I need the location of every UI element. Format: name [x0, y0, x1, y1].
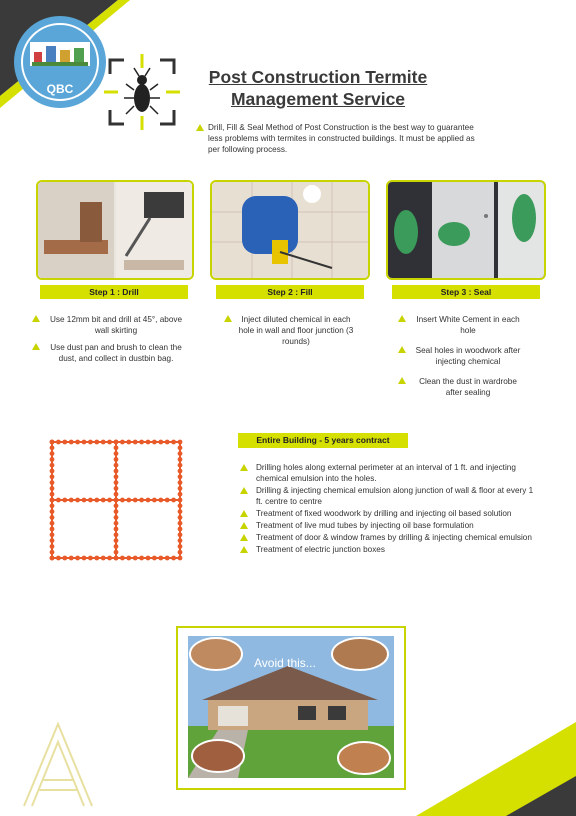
drill-point-dot	[114, 532, 119, 537]
drill-point-dot	[114, 527, 119, 532]
drill-point-dot	[120, 498, 125, 503]
drill-point-dot	[94, 498, 99, 503]
drill-point-dot	[107, 498, 112, 503]
drill-point-dot	[50, 527, 55, 532]
step-3-bullet-text: Insert White Cement in each hole	[416, 315, 520, 335]
step-1-bullet-text: Use dust pan and brush to clean the dust, and collect in dustbin bag.	[50, 343, 182, 363]
drill-point-dot	[107, 556, 112, 561]
drill-point-dot	[114, 474, 119, 479]
drill-point-dot	[165, 556, 170, 561]
drill-point-dot	[158, 440, 163, 445]
list-item	[240, 462, 540, 484]
contract-label: Entire Building - 5 years contract	[238, 433, 408, 448]
drill-point-dot	[139, 498, 144, 503]
step-3-bullet-text: Clean the dust in wardrobe after sealing	[419, 377, 517, 397]
watermark-a-icon	[18, 718, 98, 808]
step-2-bullet	[234, 314, 358, 347]
drill-point-dot	[101, 440, 106, 445]
drill-point-dot	[178, 469, 183, 474]
drill-point-dot	[114, 550, 119, 555]
triangle-bullet-icon	[240, 464, 248, 471]
triangle-bullet-icon	[224, 315, 232, 322]
drill-point-dot	[165, 440, 170, 445]
drill-point-dot	[178, 498, 183, 503]
drill-point-dot	[88, 498, 93, 503]
drill-point-dot	[82, 440, 87, 445]
intro-text: Drill, Fill & Seal Method of Post Construction is the best way to guarantee less problems with termites in constructed buildings. It must be applied as per following process.	[208, 123, 475, 154]
drill-point-dot	[114, 457, 119, 462]
drill-point-dot	[62, 498, 67, 503]
drill-point-dot	[50, 509, 55, 514]
drill-point-dot	[152, 556, 157, 561]
drill-point-dot	[165, 498, 170, 503]
drill-point-dot	[50, 451, 55, 456]
avoid-this-text: Avoid this...	[254, 656, 316, 670]
drill-point-dot	[139, 440, 144, 445]
drill-point-dot	[56, 440, 61, 445]
triangle-bullet-icon	[240, 522, 248, 529]
triangle-bullet-icon	[240, 510, 248, 517]
drill-point-dot	[114, 440, 119, 445]
drill-point-dot	[50, 486, 55, 491]
drill-point-dot	[50, 498, 55, 503]
drill-point-dot	[114, 469, 119, 474]
title-line-2: Management Service	[230, 89, 406, 109]
triangle-bullet-icon	[240, 534, 248, 541]
drill-point-dot	[139, 556, 144, 561]
drill-point-dot	[50, 538, 55, 543]
triangle-bullet-icon	[398, 377, 406, 384]
drill-point-dot	[50, 503, 55, 508]
bottom-right-corner-decoration	[396, 706, 576, 816]
step-1-bullet	[46, 314, 186, 336]
drill-point-dot	[50, 480, 55, 485]
list-item	[240, 532, 540, 543]
drill-point-dot	[50, 469, 55, 474]
drill-point-dot	[88, 440, 93, 445]
drill-point-dot	[178, 445, 183, 450]
list-item-text: Drilling holes along external perimeter at an interval of 1 ft. and injecting chemical emulsion into the holes.	[256, 463, 516, 483]
drill-point-dot	[171, 556, 176, 561]
step-3-photo	[386, 180, 546, 280]
drill-point-dot	[133, 440, 138, 445]
list-item-text: Treatment of live mud tubes by injecting oil base formulation	[256, 521, 474, 530]
step-2-photo	[210, 180, 370, 280]
drill-point-dot	[178, 474, 183, 479]
drill-point-dot	[120, 440, 125, 445]
step-3-bullet-text: Seal holes in woodwork after injecting chemical	[415, 346, 521, 366]
drill-point-dot	[50, 556, 55, 561]
step-2-label: Step 2 : Fill	[216, 285, 364, 299]
title-line-1: Post Construction Termite	[208, 67, 428, 87]
drilling-pattern-diagram	[46, 436, 186, 564]
drill-point-dot	[178, 480, 183, 485]
drill-point-dot	[69, 498, 74, 503]
drill-point-dot	[178, 503, 183, 508]
drill-point-dot	[50, 474, 55, 479]
drill-point-dot	[133, 498, 138, 503]
drill-point-dot	[56, 498, 61, 503]
house-photo	[188, 636, 394, 778]
drill-point-dot	[158, 556, 163, 561]
drill-point-dot	[94, 440, 99, 445]
drill-point-dot	[178, 486, 183, 491]
drill-point-dot	[178, 544, 183, 549]
drill-point-dot	[178, 521, 183, 526]
drill-point-dot	[126, 498, 131, 503]
logo-text: QBC	[46, 82, 74, 96]
drill-point-dot	[178, 538, 183, 543]
drill-point-dot	[50, 515, 55, 520]
drill-point-dot	[178, 556, 183, 561]
drill-point-dot	[171, 498, 176, 503]
list-item	[240, 520, 540, 531]
drill-point-dot	[158, 498, 163, 503]
drill-point-dot	[50, 445, 55, 450]
drill-point-dot	[114, 498, 119, 503]
step-1-bullet-text: Use 12mm bit and drill at 45°, above wall skirting	[49, 315, 183, 335]
drill-point-dot	[152, 498, 157, 503]
drill-point-dot	[114, 503, 119, 508]
drill-point-dot	[88, 556, 93, 561]
drill-point-dot	[50, 550, 55, 555]
contract-list	[240, 462, 540, 556]
drill-point-dot	[133, 556, 138, 561]
drill-point-dot	[126, 440, 131, 445]
step-3-bullet	[412, 376, 524, 398]
drill-point-dot	[50, 532, 55, 537]
company-logo	[10, 12, 110, 112]
drill-point-dot	[114, 451, 119, 456]
drill-point-dot	[114, 492, 119, 497]
list-item	[240, 508, 540, 519]
step-1-label: Step 1 : Drill	[40, 285, 188, 299]
drill-point-dot	[114, 538, 119, 543]
drill-point-dot	[62, 440, 67, 445]
termite-target-icon	[104, 54, 180, 130]
drill-point-dot	[126, 556, 131, 561]
drill-point-dot	[178, 532, 183, 537]
drill-point-dot	[69, 440, 74, 445]
drill-point-dot	[146, 440, 151, 445]
drill-point-dot	[50, 544, 55, 549]
drill-point-dot	[178, 515, 183, 520]
triangle-bullet-icon	[32, 315, 40, 322]
drill-point-dot	[178, 527, 183, 532]
drill-point-dot	[178, 440, 183, 445]
list-item	[240, 544, 540, 555]
drill-point-dot	[146, 556, 151, 561]
list-item	[240, 485, 540, 507]
drill-point-dot	[69, 556, 74, 561]
step-1-photo	[36, 180, 194, 280]
page-title	[188, 66, 448, 110]
drill-point-dot	[114, 463, 119, 468]
drill-point-dot	[114, 445, 119, 450]
step-1-bullet	[46, 342, 186, 364]
drill-point-dot	[50, 463, 55, 468]
drill-point-dot	[114, 509, 119, 514]
step-2-bullet-text: Inject diluted chemical in each hole in wall and floor junction (3 rounds)	[238, 315, 354, 346]
drill-point-dot	[75, 498, 80, 503]
drill-point-dot	[114, 556, 119, 561]
drill-point-dot	[114, 521, 119, 526]
list-item-text: Treatment of door & window frames by drilling & injecting chemical emulsion	[256, 533, 532, 542]
avoid-this-panel	[176, 626, 406, 790]
drill-point-dot	[82, 556, 87, 561]
drill-point-dot	[152, 440, 157, 445]
drill-point-dot	[178, 457, 183, 462]
drill-point-dot	[75, 556, 80, 561]
drill-point-dot	[178, 463, 183, 468]
step-3-bullet	[412, 345, 524, 367]
step-3-bullet	[412, 314, 524, 336]
drill-point-dot	[120, 556, 125, 561]
triangle-bullet-icon	[240, 546, 248, 553]
drill-point-dot	[114, 480, 119, 485]
triangle-bullet-icon	[240, 487, 248, 494]
list-item-text: Drilling & injecting chemical emulsion along junction of wall & floor at every 1 ft. centre to centre	[256, 486, 534, 506]
triangle-bullet-icon	[196, 124, 204, 131]
drill-point-dot	[178, 509, 183, 514]
drill-point-dot	[114, 544, 119, 549]
drill-point-dot	[101, 556, 106, 561]
step-3-label: Step 3 : Seal	[392, 285, 540, 299]
drill-point-dot	[50, 457, 55, 462]
drill-point-dot	[114, 515, 119, 520]
drill-point-dot	[82, 498, 87, 503]
list-item-text: Treatment of fixed woodwork by drilling and injecting oil based solution	[256, 509, 512, 518]
drill-point-dot	[50, 521, 55, 526]
drill-point-dot	[107, 440, 112, 445]
drill-point-dot	[50, 440, 55, 445]
drill-point-dot	[114, 486, 119, 491]
list-item-text: Treatment of electric junction boxes	[256, 545, 385, 554]
drill-point-dot	[178, 492, 183, 497]
drill-point-dot	[171, 440, 176, 445]
triangle-bullet-icon	[32, 343, 40, 350]
drill-point-dot	[75, 440, 80, 445]
drill-point-dot	[62, 556, 67, 561]
triangle-bullet-icon	[398, 346, 406, 353]
drill-point-dot	[178, 550, 183, 555]
drill-point-dot	[50, 492, 55, 497]
triangle-bullet-icon	[398, 315, 406, 322]
drill-point-dot	[94, 556, 99, 561]
drill-point-dot	[101, 498, 106, 503]
drill-point-dot	[178, 451, 183, 456]
drill-point-dot	[146, 498, 151, 503]
intro-paragraph	[196, 122, 486, 155]
drill-point-dot	[56, 556, 61, 561]
